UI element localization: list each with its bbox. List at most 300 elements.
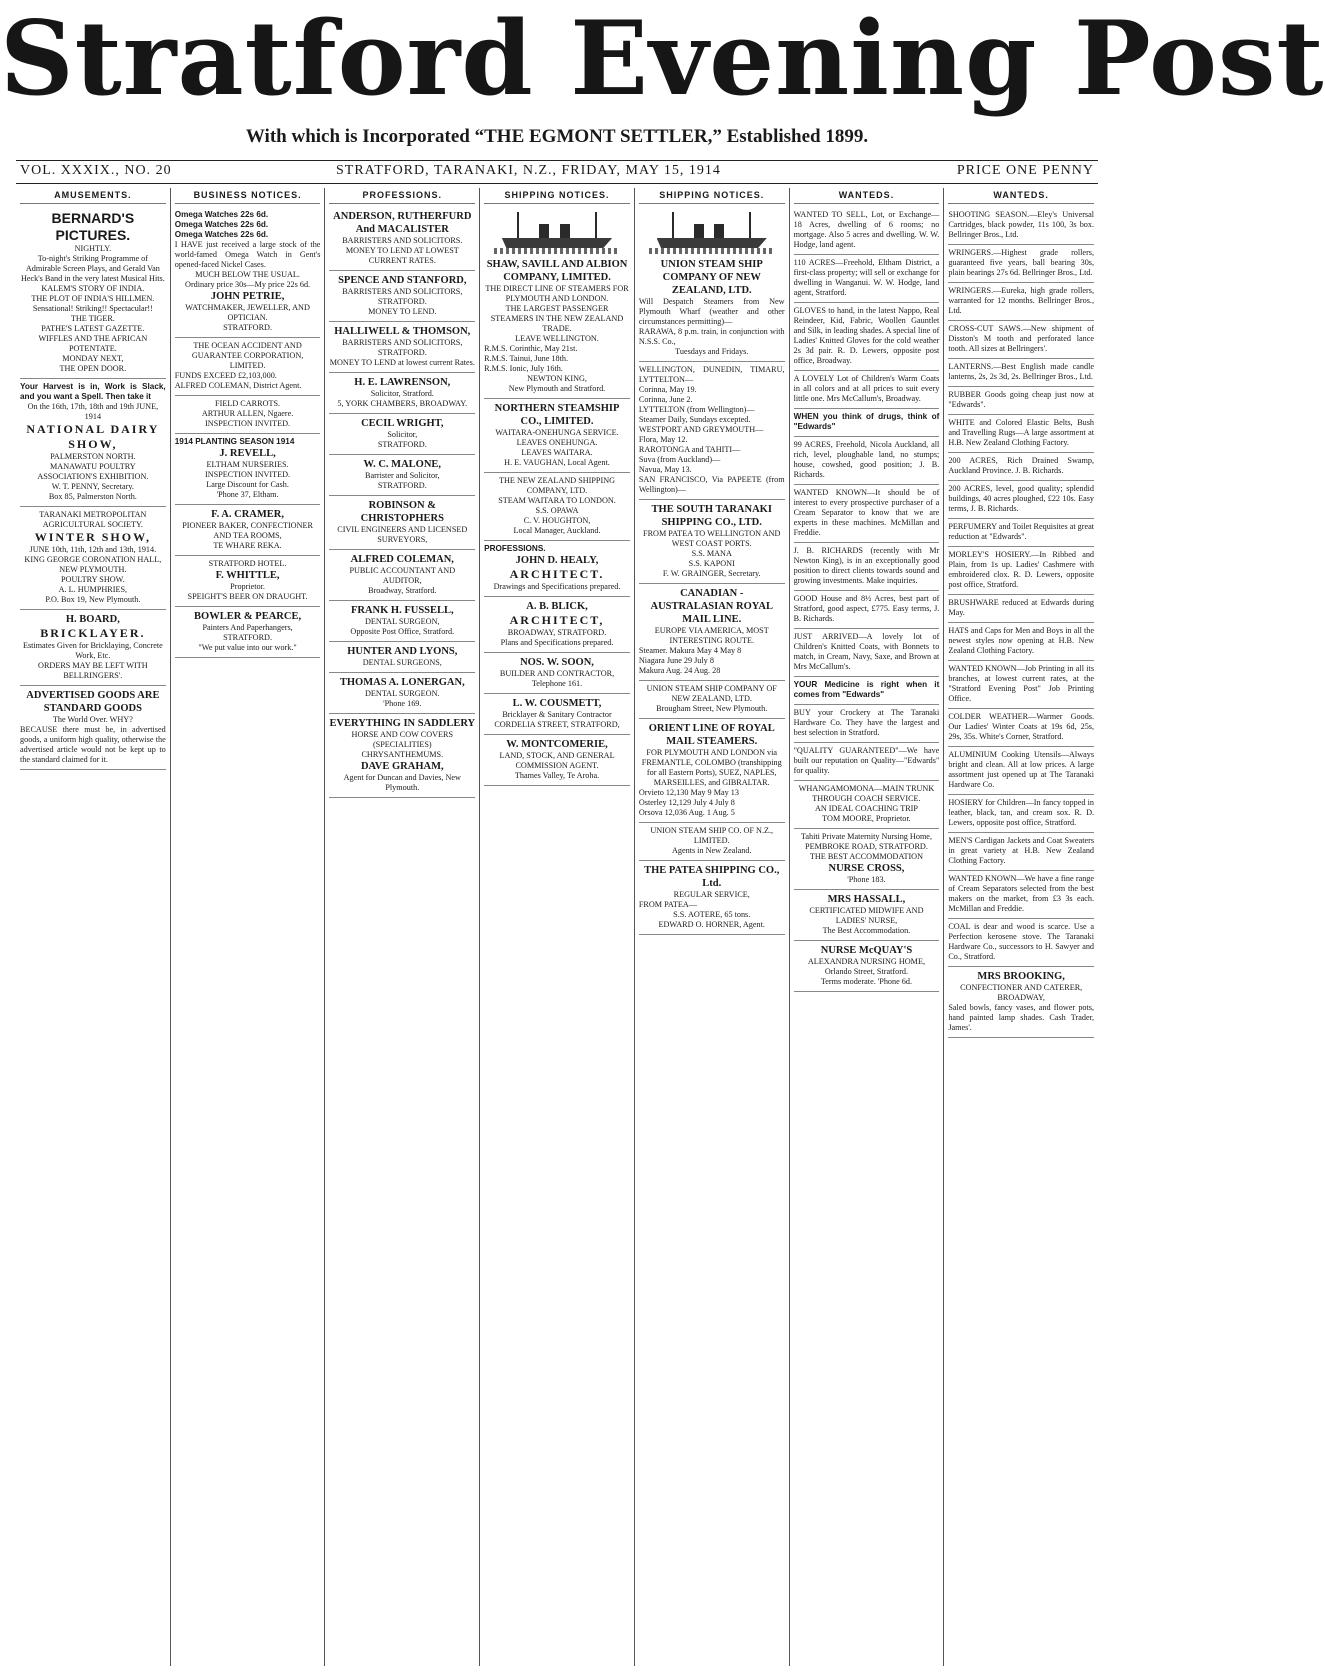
advertisement xyxy=(639,500,785,584)
ad-text: HUNTER AND LYONS, xyxy=(347,646,458,657)
ad-text: EDWARD O. HORNER, Agent. xyxy=(658,920,765,929)
column-heading: WANTEDS. xyxy=(948,188,1094,204)
ad-text: Agents in New Zealand. xyxy=(671,846,752,855)
advertisement xyxy=(20,686,166,770)
ad-text: Barrister and Solicitor, xyxy=(365,471,440,480)
ad-text: PUBLIC ACCOUNTANT AND AUDITOR, xyxy=(349,566,456,585)
ad-text: The World Over. WHY? xyxy=(52,715,133,724)
ad-text: THOMAS A. LONERGAN, xyxy=(339,677,465,688)
ad-text: NORTHERN STEAMSHIP CO., LIMITED. xyxy=(494,403,620,427)
advertisement xyxy=(794,591,940,629)
column-2 xyxy=(171,188,326,1666)
advertisement xyxy=(329,414,475,455)
advertisement xyxy=(639,861,785,935)
ad-text: C. V. HOUGHTON, xyxy=(523,516,591,525)
ad-text: HALLIWELL & THOMSON, xyxy=(334,326,471,337)
ad-text: A. L. HUMPHRIES, xyxy=(58,585,128,594)
price: PRICE ONE PENNY xyxy=(956,163,1094,178)
ad-text: Steamer. Makura May 4 May 8 xyxy=(638,646,742,655)
advertisement xyxy=(794,409,940,437)
ad-text: Ordinary price 30s—My price 22s 6d. xyxy=(185,280,311,289)
ad-text: THE TIGER. xyxy=(70,314,115,323)
ad-text: ALUMINIUM Cooking Utensils—Always bright and clean. All at low prices. A large assortment just opened up at The Taranaki Hardware Co. xyxy=(948,750,1095,789)
ad-text: S.S. MANA xyxy=(691,549,732,558)
ad-text: MONDAY NEXT, xyxy=(62,354,124,363)
advertisement xyxy=(639,719,785,823)
ad-text: WAITARA-ONEHUNGA SERVICE. xyxy=(495,428,619,437)
ad-text: THE PLOT OF INDIA'S HILLMEN. xyxy=(31,294,155,303)
ad-text: DAVE GRAHAM, xyxy=(360,761,444,772)
ad-text: NURSE CROSS, xyxy=(828,863,905,874)
ad-text: POULTRY SHOW. xyxy=(61,575,125,584)
ad-text: Tahiti Private Maternity Nursing Home, xyxy=(800,832,932,841)
ad-text: JOHN PETRIE, xyxy=(210,291,285,302)
ad-text: F. WHITTLE, xyxy=(215,570,280,581)
advertisement xyxy=(948,453,1094,481)
ad-text: REGULAR SERVICE, xyxy=(673,890,750,899)
ad-text: Solicitor, xyxy=(387,430,418,439)
ad-text: SPEIGHT'S BEER ON DRAUGHT. xyxy=(187,592,308,601)
ad-text: WRINGERS.—Eureka, high grade rollers, warranted for 12 months. Bellringer Bros., Ltd. xyxy=(948,286,1095,315)
advertisement xyxy=(794,677,940,705)
ad-text: F. A. CRAMER, xyxy=(211,509,284,520)
ad-text: WIFFLES AND THE AFRICAN POTENTATE. xyxy=(38,334,148,353)
ad-text: WANTED KNOWN—We have a fine range of Cream Separators selected from the best makers on the market, from £3 3s each. McMillan and Freddie. xyxy=(948,874,1095,913)
ad-text: Makura Aug. 24 Aug. 28 xyxy=(638,666,721,675)
ad-text: RUBBER Goods going cheap just now at "Edwards". xyxy=(948,390,1095,409)
ad-text: L. W. COUSMETT, xyxy=(512,698,602,709)
ad-text: PROFESSIONS. xyxy=(484,544,546,553)
advertisement xyxy=(794,255,940,303)
ad-text: 'Phone 37, Eltham. xyxy=(216,490,279,499)
advertisement xyxy=(948,359,1094,387)
advertisement xyxy=(794,543,940,591)
ad-text: 'Phone 183. xyxy=(847,875,886,884)
ad-text: Painters And Paperhangers, xyxy=(202,623,293,632)
ad-text: Telephone 161. xyxy=(531,679,583,688)
advertisement xyxy=(329,496,475,550)
ad-text: PALMERSTON NORTH. xyxy=(50,452,136,461)
ad-text: 110 ACRES—Freehold, Eltham District, a first-class property; will sell or exchange for dwelling in Wanganui. W. W. Hodge, land agent, Stratford. xyxy=(793,258,940,297)
advertisement xyxy=(948,595,1094,623)
ad-text: Omega Watches 22s 6d. xyxy=(174,230,269,239)
advertisement xyxy=(20,207,166,379)
ad-text: FIELD CARROTS. xyxy=(215,399,281,408)
advertisement xyxy=(175,556,321,607)
ad-text: MONEY TO LEND. xyxy=(368,307,437,316)
advertisement xyxy=(329,373,475,414)
ad-text: Broadway, Stratford. xyxy=(368,586,437,595)
ad-text: Large Discount for Cash. xyxy=(206,480,289,489)
ad-text: LYTTELTON (from Wellington)— xyxy=(638,405,755,414)
advertisement xyxy=(175,607,321,658)
ad-text: Your Harvest is in, Work is Slack, and you want a Spell. Then take it xyxy=(20,382,166,401)
ad-text: NOS. W. SOON, xyxy=(520,657,594,668)
ad-text: WINTER SHOW, xyxy=(34,530,151,544)
ad-text: WESTPORT AND GREYMOUTH— xyxy=(638,425,764,434)
dateline xyxy=(16,160,1098,184)
advertisement xyxy=(175,505,321,556)
steamship-icon xyxy=(494,212,619,254)
advertisement xyxy=(484,207,630,399)
advertisement xyxy=(794,485,940,543)
advertisement xyxy=(20,507,166,610)
ad-text: "We put value into our work." xyxy=(198,643,297,652)
ad-text: Opposite Post Office, Stratford. xyxy=(350,627,455,636)
advertisement xyxy=(948,207,1094,245)
ad-text: THE BEST ACCOMMODATION xyxy=(809,852,924,861)
ad-text: THE OCEAN ACCIDENT AND GUARANTEE CORPORATION, LIMITED. xyxy=(191,341,304,370)
ad-text: W. C. MALONE, xyxy=(363,459,442,470)
ad-text: STEAM WAITARA TO LONDON. xyxy=(498,496,616,505)
ad-text: CERTIFICATED MIDWIFE AND LADIES' NURSE, xyxy=(809,906,924,925)
advertisement xyxy=(175,434,321,505)
ad-text: ORIENT LINE OF ROYAL MAIL STEAMERS. xyxy=(648,723,775,747)
advertisement xyxy=(948,795,1094,833)
ad-text: Brougham Street, New Plymouth. xyxy=(656,704,768,713)
ad-text: EUROPE VIA AMERICA, MOST INTERESTING ROUTE. xyxy=(654,626,769,645)
ad-text: New Plymouth and Stratford. xyxy=(508,384,606,393)
ad-text: S.S. OPAWA xyxy=(535,506,579,515)
ad-text: Local Manager, Auckland. xyxy=(513,526,601,535)
advertisement xyxy=(794,829,940,890)
ad-text: CANADIAN - AUSTRALASIAN ROYAL MAIL LINE. xyxy=(650,588,773,625)
ad-text: To-night's Striking Programme of Admirable Screen Plays, and Gerald Van Heck's Band in the very latest Musical Hits. xyxy=(20,254,165,283)
ad-text: THE PATEA SHIPPING CO., Ltd. xyxy=(644,865,780,889)
column-7 xyxy=(944,188,1098,1666)
advertisement xyxy=(948,481,1094,519)
ad-text: On the 16th, 17th, 18th and 19th JUNE, 1914 xyxy=(27,402,159,421)
advertisement xyxy=(948,547,1094,595)
ad-text: LEAVES ONEHUNGA. xyxy=(516,438,598,447)
column-heading: PROFESSIONS. xyxy=(329,188,475,204)
ad-text: BARRISTERS AND SOLICITORS, STRATFORD. xyxy=(342,338,463,357)
ad-text: WRINGERS.—Highest grade rollers, guaranteed five years, ball bearing 30s, plain bearings 27s 6d. Bellringer Bros., Ltd. xyxy=(948,248,1095,277)
ad-text: Orvieto 12,130 May 9 May 13 xyxy=(638,788,739,797)
ad-text: Osterley 12,129 July 4 July 8 xyxy=(638,798,735,807)
advertisement xyxy=(794,890,940,941)
ad-text: WHEN you think of drugs, think of "Edwards" xyxy=(793,412,940,431)
ad-text: H. E. LAWRENSON, xyxy=(354,377,451,388)
advertisement xyxy=(639,584,785,681)
ad-text: LEAVES WAITARA. xyxy=(521,448,593,457)
ad-text: 'Phone 169. xyxy=(383,699,422,708)
ad-text: Solicitor, Stratford. xyxy=(370,389,434,398)
ad-text: Drawings and Specifications prepared. xyxy=(493,582,621,591)
advertisement xyxy=(329,550,475,601)
advertisement xyxy=(639,823,785,861)
ad-text: Orsova 12,036 Aug. 1 Aug. 5 xyxy=(638,808,735,817)
ad-text: STRATFORD. xyxy=(223,633,273,642)
ad-text: Omega Watches 22s 6d. xyxy=(174,220,269,229)
column-heading: SHIPPING NOTICES. xyxy=(639,188,785,204)
advertisement xyxy=(948,283,1094,321)
ad-text: BARRISTERS AND SOLICITORS, STRATFORD. xyxy=(342,287,463,306)
advertisement xyxy=(484,541,630,597)
ad-text: J. REVELL, xyxy=(219,448,276,459)
ad-text: ARCHITECT, xyxy=(509,613,605,627)
advertisement xyxy=(794,207,940,255)
ad-text: NATIONAL DAIRY SHOW, xyxy=(26,422,160,451)
ad-text: Estimates Given for Bricklaying, Concrete Work, Etc. xyxy=(22,641,163,660)
ad-text: FRANK H. FUSSELL, xyxy=(350,605,454,616)
ad-text: H. E. VAUGHAN, Local Agent. xyxy=(504,458,610,467)
column-heading: WANTEDS. xyxy=(794,188,940,204)
ad-text: AN IDEAL COACHING TRIP xyxy=(814,804,918,813)
ad-text: MEN'S Cardigan Jackets and Coat Sweaters in great variety at H.B. New Zealand Clothing Factory. xyxy=(948,836,1095,865)
ad-text: Will Despatch Steamers from New Plymouth Wharf (weather and other circumstances permitting)— xyxy=(638,297,785,326)
advertisement xyxy=(175,396,321,434)
ad-text: Tuesdays and Fridays. xyxy=(675,347,749,356)
ad-text: HORSE AND COW COVERS (SPECIALITIES) xyxy=(351,730,454,749)
ad-text: BECAUSE there must be, in advertised goods, a uniform high quality, otherwise the advertised article would not be kept up to the standard claimed for it. xyxy=(20,725,166,764)
advertisement xyxy=(948,321,1094,359)
ad-text: F. W. GRAINGER, Secretary. xyxy=(662,569,761,578)
ad-text: S.S. AOTERE, 65 tons. xyxy=(673,910,751,919)
ad-text: W. T. PENNY, Secretary. xyxy=(51,482,134,491)
ad-text: CECIL WRIGHT, xyxy=(361,418,444,429)
advertisement xyxy=(484,694,630,735)
ad-text: LAND, STOCK, AND GENERAL COMMISSION AGENT. xyxy=(499,751,615,770)
column-heading: AMUSEMENTS. xyxy=(20,188,166,204)
advertisement xyxy=(948,661,1094,709)
advertisement xyxy=(794,781,940,829)
ad-text: JUNE 10th, 11th, 12th and 13th, 1914. xyxy=(29,545,157,554)
ad-text: FROM PATEA TO WELLINGTON AND WEST COAST PORTS. xyxy=(643,529,781,548)
ad-text: THE OPEN DOOR. xyxy=(59,364,127,373)
advertisement xyxy=(948,245,1094,283)
ad-text: Box 85, Palmerston North. xyxy=(48,492,137,501)
ad-text: ORDERS MAY BE LEFT WITH BELLRINGERS'. xyxy=(38,661,148,680)
ad-text: 5, YORK CHAMBERS, BROADWAY. xyxy=(337,399,468,408)
advertisement xyxy=(948,833,1094,871)
ad-text: HATS and Caps for Men and Boys in all the newest styles now opening at H.B. New Zealand Clothing Factory. xyxy=(948,626,1095,655)
ad-text: R.M.S. Corinthic, May 21st. xyxy=(484,344,578,353)
ad-text: PEMBROKE ROAD, STRATFORD. xyxy=(805,842,928,851)
ad-text: S.S. KAPONI xyxy=(688,559,735,568)
ad-text: WANTED KNOWN—It should be of interest to every prospective purchaser of a Cream Separator to know that we are experts in these machines. McMillan and Freddie. xyxy=(793,488,940,537)
columns xyxy=(16,188,1098,1666)
ad-text: ALFRED COLEMAN, xyxy=(350,554,454,565)
ad-text: SAN FRANCISCO, Via PAPEETE (from Wellington)— xyxy=(638,475,785,494)
ad-text: SHAW, SAVILL AND ALBION COMPANY, LIMITED. xyxy=(486,259,628,283)
ad-text: MRS HASSALL, xyxy=(827,894,906,905)
advertisement xyxy=(329,642,475,673)
ad-text: BROADWAY, STRATFORD. xyxy=(507,628,607,637)
advertisement xyxy=(484,653,630,694)
ad-text: KING GEORGE CORONATION HALL, xyxy=(24,555,162,564)
ad-text: Saled bowls, fancy vases, and flower pots, hand painted lamp shades. Cash Trader, James'. xyxy=(948,1003,1095,1032)
ad-text: RAROTONGA and TAHITI— xyxy=(638,445,741,454)
ad-text: THE SOUTH TARANAKI SHIPPING CO., LTD. xyxy=(651,504,772,528)
ad-text: PERFUMERY and Toilet Requisites at great reduction at "Edwards". xyxy=(948,522,1095,541)
ad-text: COLDER WEATHER—Warmer Goods. Our Ladies' Winter Coats at 19s 6d, 25s, 29s, 35s. White's Corner, Stratford. xyxy=(948,712,1095,741)
advertisement xyxy=(794,705,940,743)
advertisement xyxy=(329,673,475,714)
ad-text: BUILDER AND CONTRACTOR, xyxy=(499,669,615,678)
ad-text: "QUALITY GUARANTEED"—We have built our reputation on Quality—"Edwards" for quality. xyxy=(793,746,940,775)
ad-text: A LOVELY Lot of Children's Warm Coats in all colors and at all prices to suit every little one. Mrs McCallum's, Broadway. xyxy=(793,374,940,403)
ad-text: STRATFORD HOTEL. xyxy=(208,559,287,568)
ad-text: Thames Valley, Te Aroha. xyxy=(514,771,600,780)
ad-text: MRS BROOKING, xyxy=(977,971,1065,982)
ad-text: TARANAKI METROPOLITAN AGRICULTURAL SOCIETY. xyxy=(39,510,147,529)
steamship-icon xyxy=(649,212,774,254)
advertisement xyxy=(329,714,475,798)
ad-text: COAL is dear and wood is scarce. Use a Perfection kerosene stove. The Taranaki Hardware Co., successors to H. Sawyer and Co., Stratford. xyxy=(948,922,1095,961)
ad-text: MONEY TO LEND at lowest current Rates. xyxy=(329,358,475,367)
ad-text: 200 ACRES, Rich Drained Swamp, Auckland Province. J. B. Richards. xyxy=(948,456,1095,475)
column-5 xyxy=(635,188,790,1666)
ad-text: KALEM'S STORY OF INDIA. xyxy=(41,284,145,293)
advertisement xyxy=(484,735,630,786)
ad-text: NIGHTLY. xyxy=(74,244,112,253)
ad-text: EVERYTHING IN SADDLERY xyxy=(329,718,476,729)
ad-text: FUNDS EXCEED £2,103,000. xyxy=(174,371,277,380)
column-heading: BUSINESS NOTICES. xyxy=(175,188,321,204)
advertisement xyxy=(948,919,1094,967)
advertisement xyxy=(329,271,475,322)
ad-text: STRATFORD. xyxy=(377,481,427,490)
ad-text: Agent for Duncan and Davies, New Plymouth. xyxy=(343,773,461,792)
ad-text: ELTHAM NURSERIES. xyxy=(206,460,289,469)
advertisement xyxy=(329,322,475,373)
ad-text: BRICKLAYER. xyxy=(40,626,146,640)
advertisement xyxy=(948,623,1094,661)
ad-text: WHANGAMOMONA—MAIN TRUNK THROUGH COACH SERVICE. xyxy=(798,784,935,803)
ad-text: Navua, May 13. xyxy=(638,465,692,474)
ad-text: PIONEER BAKER, CONFECTIONER AND TEA ROOMS, xyxy=(182,521,313,540)
ad-text: UNION STEAM SHIP COMPANY OF NEW ZEALAND, LTD. xyxy=(660,259,763,296)
ad-text: GLOVES to hand, in the latest Nappo, Real Reindeer, Kid, Fabric, Woollen Gauntlet and Silk, in leading shades. A special line of Ladies' Knitted Gloves for the cold weather 2s 3d pair. R. D. Lewers, opposite post office, Broadway. xyxy=(793,306,940,365)
newspaper-subtitle: With which is Incorporated “THE EGMONT SETTLER,” Established 1899. xyxy=(245,126,869,147)
ad-text: W. MONTCOMERIE, xyxy=(506,739,608,750)
ad-text: CONFECTIONER AND CATERER, BROADWAY, xyxy=(960,983,1083,1002)
ad-text: HOSIERY for Children—In fancy topped in leather, black, tan, and cream sox. R. D. Lewers, opposite post office, Stratford. xyxy=(948,798,1095,827)
ad-text: BERNARD'S PICTURES. xyxy=(51,210,135,243)
ad-text: Suva (from Auckland)— xyxy=(638,455,721,464)
ad-text: GOOD House and 8½ Acres, best part of Stratford, good aspect, £775. Easy terms, J. B. Richards. xyxy=(793,594,940,623)
newspaper-title: Stratford Evening Post xyxy=(0,0,1325,119)
ad-text: TE WHARE REKA. xyxy=(213,541,282,550)
ad-text: JOHN D. HEALY, xyxy=(515,555,599,566)
masthead xyxy=(0,0,1325,147)
advertisement xyxy=(484,473,630,541)
ad-text: 99 ACRES, Freehold, Nicola Auckland, all rich, level, ploughable land, no stumps; house, cowshed, good position; J. B. Richards. xyxy=(793,440,940,479)
ad-text: YOUR Medicine is right when it comes from "Edwards" xyxy=(793,680,940,699)
ad-text: NURSE McQUAY'S xyxy=(820,945,913,956)
ad-text: DENTAL SURGEONS, xyxy=(362,658,442,667)
ad-text: BRUSHWARE reduced at Edwards during May. xyxy=(948,598,1095,617)
ad-text: STRATFORD. xyxy=(377,440,427,449)
ad-text: TOM MOORE, Proprietor. xyxy=(822,814,911,823)
ad-text: J. B. RICHARDS (recently with Mr Newton King), is in an exceptionally good position to direct clients towards sound and growing investments. Make inquiries. xyxy=(793,546,940,585)
ad-text: R.M.S. Tainui, June 18th. xyxy=(484,354,569,363)
advertisement xyxy=(794,629,940,677)
ad-text: ARCHITECT. xyxy=(509,567,605,581)
ad-text: BUY your Crockery at The Taranaki Hardware Co. They have the largest and best selection in Stratford. xyxy=(793,708,940,737)
ad-text: 200 ACRES, level, good quality; splendid buildings, 40 acres ploughed, £22 10s. Easy terms, J. B. Richards. xyxy=(948,484,1095,513)
ad-text: ADVERTISED GOODS ARE STANDARD GOODS xyxy=(26,690,160,714)
advertisement xyxy=(175,207,321,338)
advertisement xyxy=(175,338,321,396)
ad-text: Niagara June 29 July 8 xyxy=(638,656,714,665)
ad-text: INSPECTION INVITED. xyxy=(205,419,291,428)
ad-text: NEW PLYMOUTH. xyxy=(59,565,127,574)
advertisement xyxy=(948,387,1094,415)
ad-text: ANDERSON, RUTHERFURD And MACALISTER xyxy=(333,211,472,235)
advertisement xyxy=(20,610,166,686)
ad-text: INSPECTION INVITED. xyxy=(205,470,291,479)
ad-text: WELLINGTON, DUNEDIN, TIMARU, LYTTELTON— xyxy=(638,365,785,384)
ad-text: R.M.S. Ionic, July 16th. xyxy=(484,364,563,373)
ad-text: FROM PATEA— xyxy=(638,900,698,909)
advertisement xyxy=(639,207,785,362)
ad-text: DENTAL SURGEON. xyxy=(365,689,440,698)
advertisement xyxy=(948,519,1094,547)
place-date: STRATFORD, TARANAKI, N.Z., FRIDAY, MAY 15, 1914 xyxy=(336,163,721,178)
ad-text: ROBINSON & CHRISTOPHERS xyxy=(360,500,444,524)
ad-text: H. BOARD, xyxy=(65,614,120,625)
ad-text: THE NEW ZEALAND SHIPPING COMPANY, LTD. xyxy=(498,476,616,495)
column-6 xyxy=(790,188,945,1666)
ad-text: JUST ARRIVED—A lovely lot of Children's Knitted Coats, with Bonnets to match, in Cream, Navy, Saxe, and Brown at Mrs McCallum's. xyxy=(793,632,940,671)
ad-text: LEAVE WELLINGTON. xyxy=(515,334,599,343)
advertisement xyxy=(329,207,475,271)
advertisement xyxy=(948,967,1094,1038)
ad-text: Sensational! Striking!! Spectacular!! xyxy=(32,304,153,313)
ad-text: Proprietor. xyxy=(230,582,265,591)
ad-text: STRATFORD. xyxy=(223,323,273,332)
ad-text: RARAWA, 8 p.m. train, in conjunction with N.S.S. Co., xyxy=(638,327,785,346)
ad-text: The Best Accommodation. xyxy=(822,926,911,935)
volume-number: VOL. XXXIX., NO. 20 xyxy=(20,163,172,178)
ad-text: 1914 PLANTING SEASON 1914 xyxy=(174,437,295,446)
ad-text: WATCHMAKER, JEWELLER, AND OPTICIAN. xyxy=(185,303,310,322)
advertisement xyxy=(794,941,940,992)
ad-text: Bricklayer & Sanitary Contractor xyxy=(502,710,612,719)
ad-text: A. B. BLICK, xyxy=(526,601,588,612)
ad-text: ARTHUR ALLEN, Ngaere. xyxy=(201,409,294,418)
ad-text: DENTAL SURGEON, xyxy=(365,617,440,626)
ad-text: THE DIRECT LINE OF STEAMERS FOR PLYMOUTH AND LONDON. xyxy=(485,284,629,303)
advertisement xyxy=(639,681,785,719)
ad-text: MORLEY'S HOSIERY.—In Ribbed and Plain, from 1s up. Ladies' Cashmere with embroidered clox. R. D. Lewers, opposite post office, Stratford. xyxy=(948,550,1095,589)
ad-text: NEWTON KING, xyxy=(527,374,587,383)
ad-text: WANTED KNOWN—Job Printing in all its branches, at lowest current rates, at the "Stratford Evening Post" Job Printing Office. xyxy=(948,664,1095,703)
ad-text: Corinna, June 2. xyxy=(638,395,693,404)
advertisement xyxy=(484,597,630,653)
column-3 xyxy=(325,188,480,1666)
advertisement xyxy=(20,379,166,507)
ad-text: Corinna, May 19. xyxy=(638,385,697,394)
ad-text: CROSS-CUT SAWS.—New shipment of Disston's M tooth and perforated lance tooth. All sizes at Bellringers'. xyxy=(948,324,1095,353)
ad-text: PATHE'S LATEST GAZETTE. xyxy=(41,324,145,333)
advertisement xyxy=(948,871,1094,919)
column-1 xyxy=(16,188,171,1666)
ad-text: UNION STEAM SHIP COMPANY OF NEW ZEALAND, LTD. xyxy=(646,684,777,703)
advertisement xyxy=(329,601,475,642)
advertisement xyxy=(794,437,940,485)
ad-text: ALEXANDRA NURSING HOME, Orlando Street, Stratford. xyxy=(807,957,926,976)
ad-text: P.O. Box 19, New Plymouth. xyxy=(45,595,141,604)
advertisement xyxy=(329,455,475,496)
advertisement xyxy=(948,747,1094,795)
ad-text: SHOOTING SEASON.—Eley's Universal Cartridges, black powder, 11s 100, 3s box. Bellringer Bros., Ltd. xyxy=(948,210,1095,239)
advertisement xyxy=(948,709,1094,747)
column-4 xyxy=(480,188,635,1666)
ad-text: MONEY TO LEND AT LOWEST CURRENT RATES. xyxy=(345,246,459,265)
